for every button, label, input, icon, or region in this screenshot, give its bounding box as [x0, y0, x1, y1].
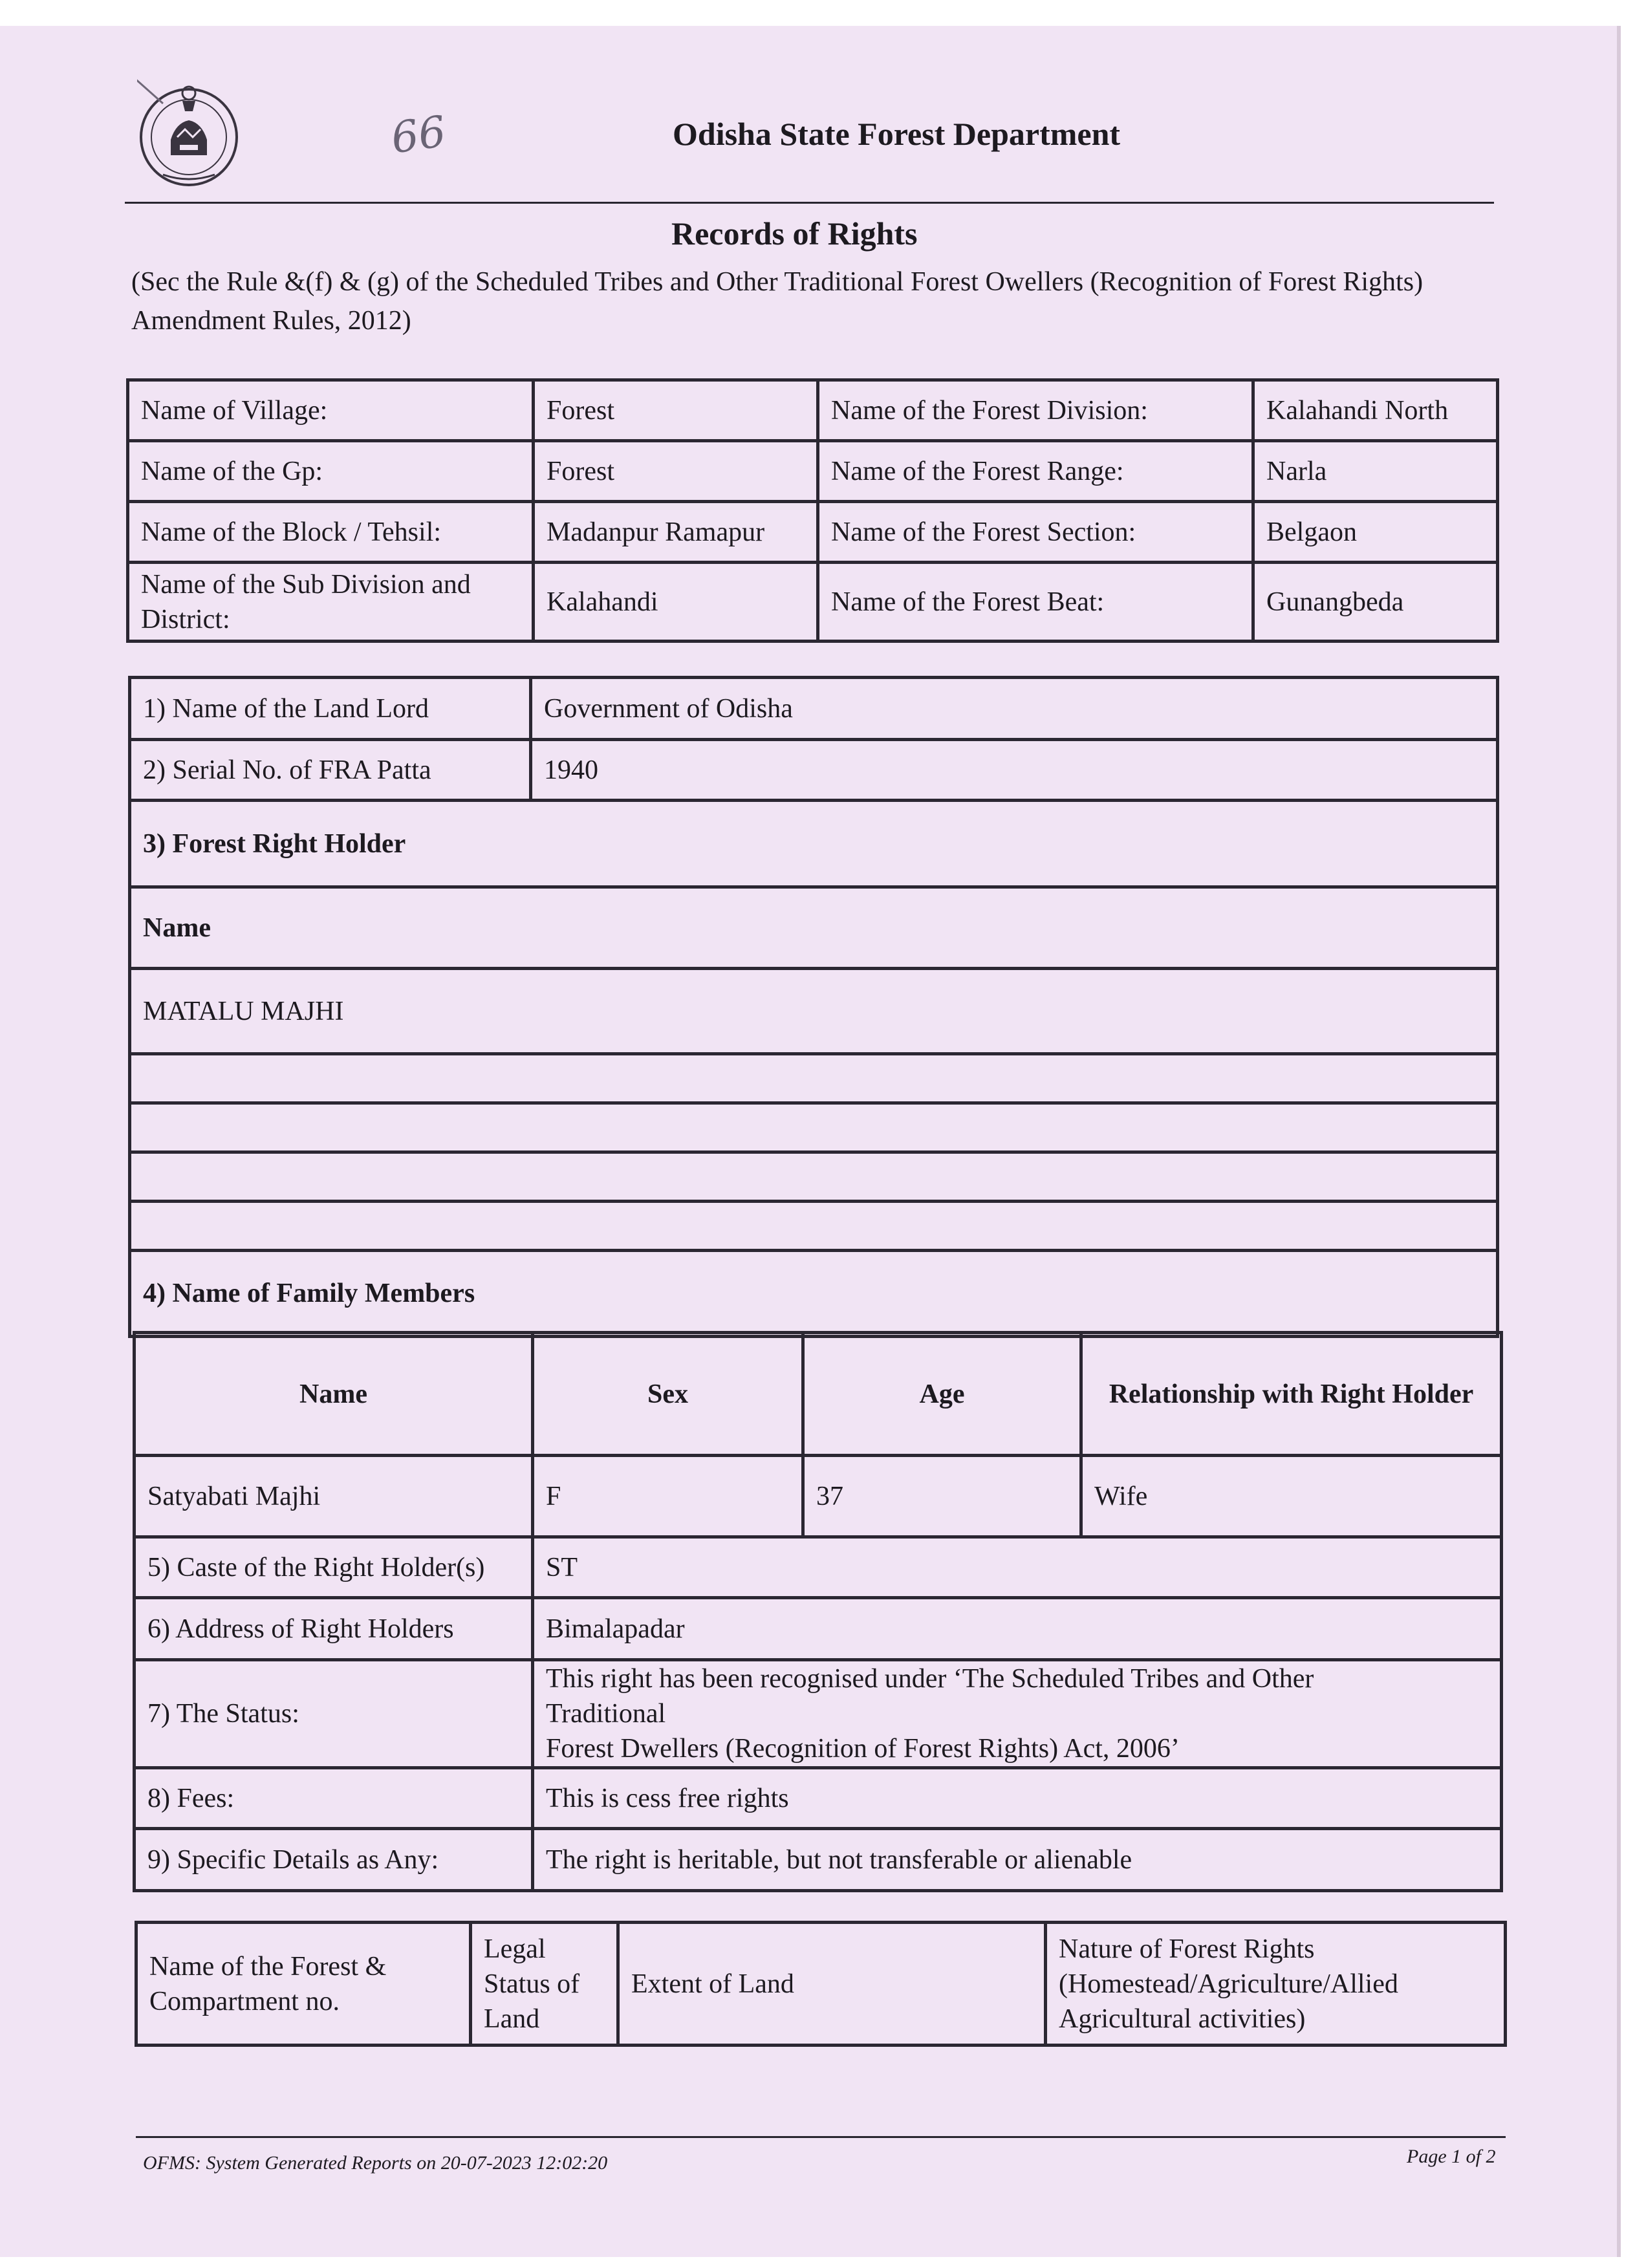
- status-label: 7) The Status:: [135, 1660, 533, 1768]
- page-number: Page 1 of 2: [1407, 2146, 1496, 2167]
- blank-row: [130, 1152, 1498, 1202]
- family-col-sex: Sex: [533, 1333, 803, 1456]
- location-table: [126, 378, 1499, 643]
- forest-division-value: Kalahandi North: [1253, 380, 1498, 441]
- land-col-legal-status: Legal Status of Land: [471, 1923, 618, 2046]
- gp-label: Name of the Gp:: [128, 441, 534, 502]
- member-age: 37: [803, 1456, 1081, 1537]
- footer-divider: [136, 2136, 1506, 2138]
- member-relationship: Wife: [1081, 1456, 1502, 1537]
- land-col-extent: Extent of Land: [618, 1923, 1046, 2046]
- status-line-3: Forest Dwellers (Recognition of Forest Rights) Act, 2006’: [546, 1734, 1180, 1764]
- block-label: Name of the Block / Tehsil:: [128, 502, 534, 563]
- specific-details-value: The right is heritable, but not transferable or alienable: [533, 1829, 1502, 1891]
- address-value: Bimalapadar: [533, 1598, 1502, 1660]
- footer-generated-note: OFMS: System Generated Reports on 20-07-2023 12:02:20: [143, 2152, 608, 2174]
- member-name: Satyabati Majhi: [135, 1456, 533, 1537]
- family-col-name: Name: [135, 1333, 533, 1456]
- blank-row: [130, 1054, 1498, 1103]
- fees-label: 8) Fees:: [135, 1768, 533, 1829]
- land-col-forest-compartment: Name of the Forest & Compartment no.: [136, 1923, 471, 2046]
- land-col-nature-of-rights: Nature of Forest Rights (Homestead/Agriculture/Allied Agricultural activities): [1046, 1923, 1506, 2046]
- document-subtitle: (Sec the Rule &(f) & (g) of the Scheduled Tribes and Other Traditional Forest Owellers (Recognition of Forest Rights) Amendment Rules, 2012): [131, 267, 1424, 336]
- subdivision-label: Name of the Sub Division and District:: [128, 563, 534, 642]
- family-heading: 4) Name of Family Members: [130, 1251, 1498, 1337]
- scan-background: [0, 0, 1635, 26]
- address-label: 6) Address of Right Holders: [135, 1598, 533, 1660]
- department-title: Odisha State Forest Department: [673, 116, 1121, 152]
- village-value: Forest: [534, 380, 818, 441]
- land-table: [135, 1921, 1507, 2047]
- holder-name: MATALU MAJHI: [130, 969, 1498, 1054]
- forest-range-label: Name of the Forest Range:: [818, 441, 1253, 502]
- block-value: Madanpur Ramapur: [534, 502, 818, 563]
- forest-beat-label: Name of the Forest Beat:: [818, 563, 1253, 642]
- member-sex: F: [533, 1456, 803, 1537]
- document-title: Records of Rights: [671, 215, 918, 252]
- holder-name-heading: Name: [130, 887, 1498, 969]
- fees-value: This is cess free rights: [533, 1768, 1502, 1829]
- specific-details-label: 9) Specific Details as Any:: [135, 1829, 533, 1891]
- landlord-value: Government of Odisha: [531, 678, 1498, 740]
- status-line-2: Traditional: [546, 1699, 666, 1729]
- subdivision-value: Kalahandi: [534, 563, 818, 642]
- forest-section-value: Belgaon: [1253, 502, 1498, 563]
- record-table: [128, 676, 1499, 1338]
- forest-division-label: Name of the Forest Division:: [818, 380, 1253, 441]
- handwritten-number: 66: [388, 106, 449, 164]
- family-col-relationship: Relationship with Right Holder: [1081, 1333, 1502, 1456]
- forest-beat-value: Gunangbeda: [1253, 563, 1498, 642]
- family-details-table: [133, 1331, 1503, 1892]
- blank-row: [130, 1202, 1498, 1251]
- serial-label: 2) Serial No. of FRA Patta: [130, 740, 531, 801]
- forest-range-value: Narla: [1253, 441, 1498, 502]
- landlord-label: 1) Name of the Land Lord: [130, 678, 531, 740]
- gp-value: Forest: [534, 441, 818, 502]
- serial-value: 1940: [531, 740, 1498, 801]
- village-label: Name of Village:: [128, 380, 534, 441]
- caste-label: 5) Caste of the Right Holder(s): [135, 1537, 533, 1598]
- holder-heading: 3) Forest Right Holder: [130, 801, 1498, 887]
- family-member-row: [135, 1456, 1502, 1537]
- family-col-age: Age: [803, 1333, 1081, 1456]
- status-value: [533, 1660, 1502, 1768]
- caste-value: ST: [533, 1537, 1502, 1598]
- blank-row: [130, 1103, 1498, 1152]
- header-divider: [125, 202, 1494, 204]
- status-line-1: This right has been recognised under ‘The Scheduled Tribes and Other: [546, 1664, 1314, 1694]
- odisha-emblem-seal-icon: [137, 78, 241, 191]
- forest-section-label: Name of the Forest Section:: [818, 502, 1253, 563]
